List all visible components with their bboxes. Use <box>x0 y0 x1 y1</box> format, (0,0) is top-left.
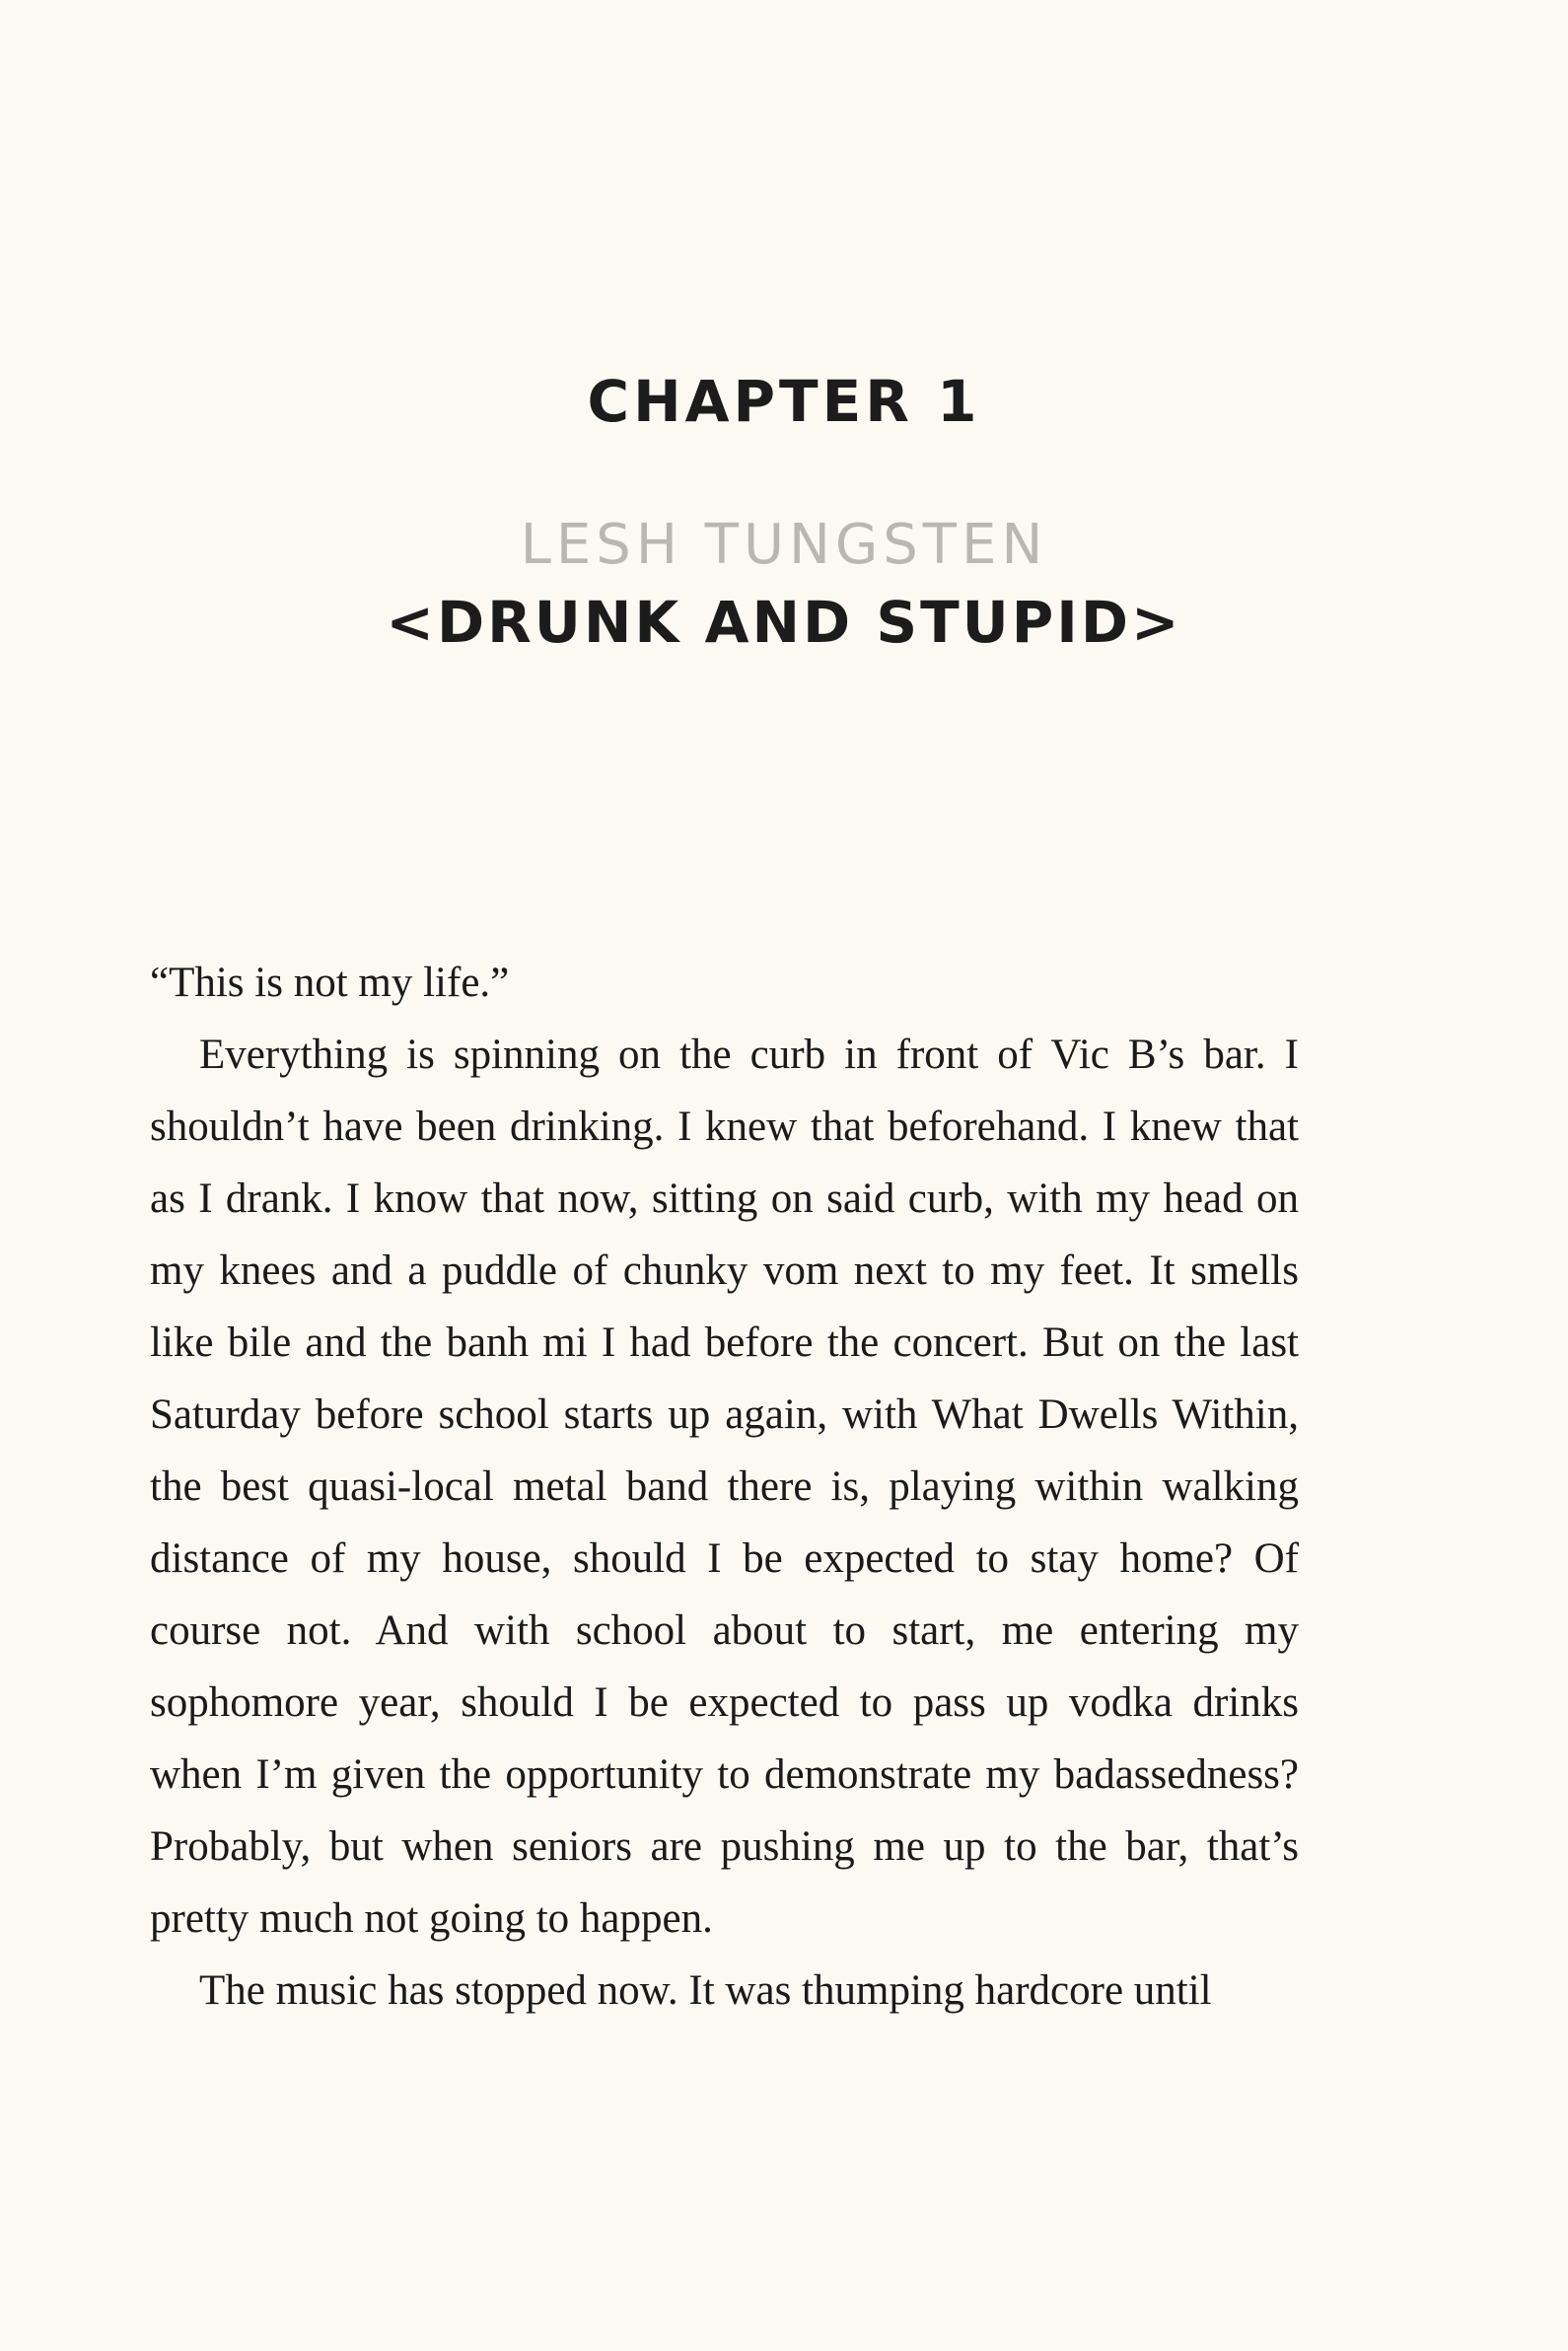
paragraph-2: Everything is spinning on the curb in front of Vic B’s bar. I shouldn’t have been drinking. I knew that beforehand. I knew that as I drank. I know that now, sitting on said curb, with my head on my knees and a puddle of chunky vom next to my feet. It smells like bile and the banh mi I had before the concert. But on the last Saturday before school starts up again, with What Dwells Within, the best quasi-local metal band there is, playing within walking distance of my house, should I be expected to stay home? Of course not. And with school about to start, me entering my sophomore year, should I be expected to pass up vodka drinks when I’m given the opportunity to demonstrate my badassedness? Probably, but when seniors are pushing me up to the bar, that’s pretty much not going to happen. <box>150 1032 1299 1942</box>
character-name: LESH TUNGSTEN <box>520 513 1048 577</box>
chapter-title: <DRUNK AND STUPID> <box>386 589 1182 656</box>
paragraph-1: “This is not my life.” <box>150 960 510 1006</box>
chapter-body <box>150 947 1299 2027</box>
paragraph-3: The music has stopped now. It was thumping hardcore until <box>199 1967 1212 2014</box>
chapter-number: CHAPTER 1 <box>587 368 981 435</box>
